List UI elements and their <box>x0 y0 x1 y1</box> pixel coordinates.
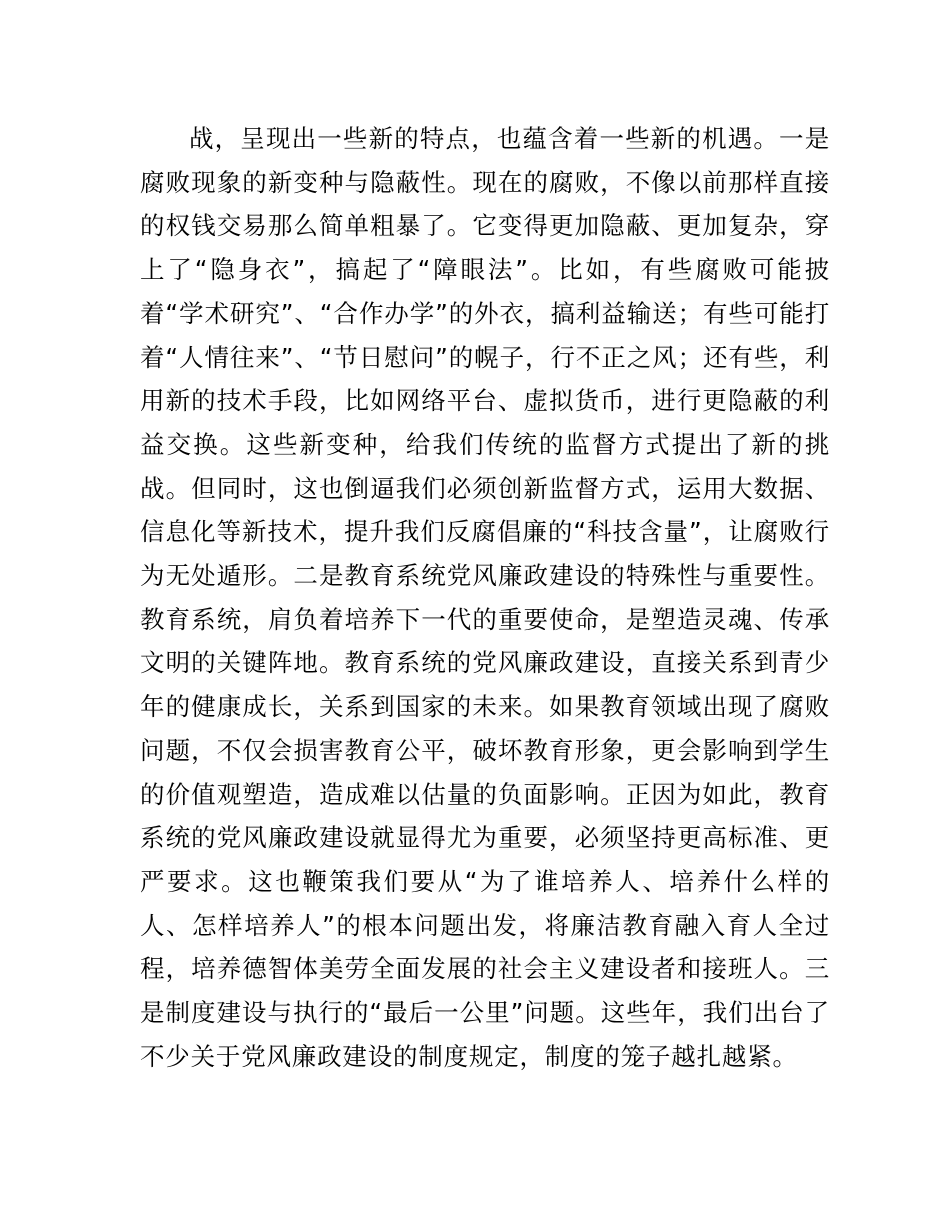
body-paragraph: 战，呈现出一些新的特点，也蕴含着一些新的机遇。一是腐败现象的新变种与隐蔽性。现在的腐败，不像以前那样直接的权钱交易那么简单粗暴了。它变得更加隐蔽、更加复杂，穿上了“隐身衣”，搞起了“障眼法”。比如，有些腐败可能披着“学术研究”、“合作办学”的外衣，搞利益输送；有些可能打着“人情往来”、“节日慰问”的幌子，行不正之风；还有些，利用新的技术手段，比如网络平台、虚拟货币，进行更隐蔽的利益交换。这些新变种，给我们传统的监督方式提出了新的挑战。但同时，这也倒逼我们必须创新监督方式，运用大数据、信息化等新技术，提升我们反腐倡廉的“科技含量”，让腐败行为无处遁形。二是教育系统党风廉政建设的特殊性与重要性。教育系统，肩负着培养下一代的重要使命，是塑造灵魂、传承文明的关键阵地。教育系统的党风廉政建设，直接关系到青少年的健康成长，关系到国家的未来。如果教育领域出现了腐败问题，不仅会损害教育公平，破坏教育形象，更会影响到学生的价值观塑造，造成难以估量的负面影响。正因为如此，教育系统的党风廉政建设就显得尤为重要，必须坚持更高标准、更严要求。这也鞭策我们要从“为了谁培养人、培养什么样的人、怎样培养人”的根本问题出发，将廉洁教育融入育人全过程，培养德智体美劳全面发展的社会主义建设者和接班人。三是制度建设与执行的“最后一公里”问题。这些年，我们出台了不少关于党风廉政建设的制度规定，制度的笼子越扎越紧。 <box>140 124 830 1071</box>
